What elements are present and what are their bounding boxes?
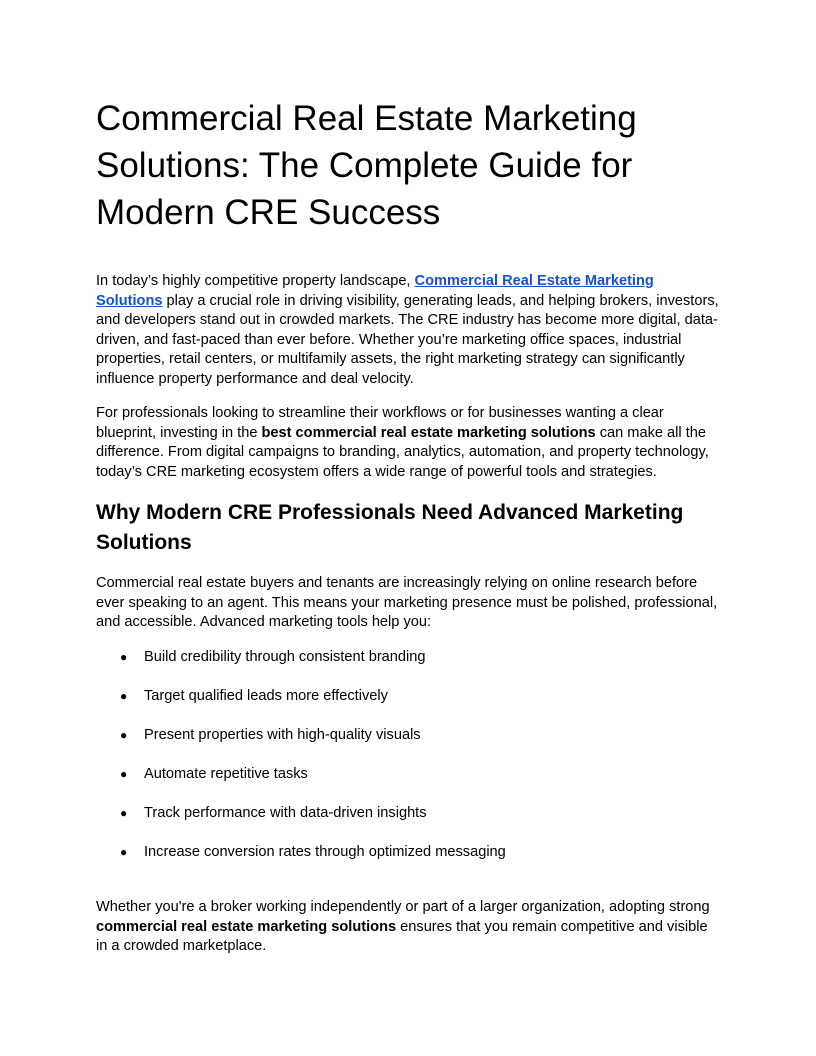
list-item (96, 843, 720, 882)
list-item (96, 687, 720, 726)
list-item (96, 804, 720, 843)
list-item-text: Target qualified leads more effectively (144, 688, 388, 704)
list-item-text: Present properties with high-quality visuals (144, 727, 421, 743)
para2-bold-phrase: best commercial real estate marketing solutions (261, 424, 596, 441)
para3-text: Commercial real estate buyers and tenants are increasingly relying on online research before ever speaking to an agent. This means your marketing presence must be polished, professional, and accessible. Advanced marketing tools help you: (96, 575, 718, 630)
para2-text-before-bold: For professionals looking to streamline their workflows or for businesses wanting a clear blueprint, investing in the (96, 405, 664, 441)
list-item (96, 648, 720, 687)
bullet-icon: ● (120, 650, 128, 664)
list-item (96, 726, 720, 765)
list-item (96, 765, 720, 804)
bullet-icon: ● (120, 845, 128, 859)
para4-text-before-bold: Whether you're a broker working independently or part of a larger organization, adopting strong (96, 899, 710, 915)
paragraph-investing (96, 404, 720, 482)
paragraph-conclusion (96, 898, 720, 957)
para4-text-after-bold: ensures that you remain competitive and visible in a crowded marketplace. (96, 918, 708, 954)
intro-text-after-link: play a crucial role in driving visibility, generating leads, and helping brokers, investors, and developers stand out in crowded markets. The CRE industry has become more digital, data-driven, and fast-paced than ever before. Whether you’re marketing office spaces, industrial properties, retail centers, or multifamily assets, the right marketing strategy can significantly influence property performance and deal velocity. (96, 292, 719, 387)
intro-paragraph (96, 272, 720, 389)
para4-bold-phrase: commercial real estate marketing solutions (96, 918, 397, 935)
list-item-text: Track performance with data-driven insights (144, 805, 427, 821)
commercial-real-estate-marketing-solutions-link[interactable]: Commercial Real Estate Marketing Solutions (96, 273, 654, 309)
page-title: Commercial Real Estate Marketing Solutions: The Complete Guide for Modern CRE Success (96, 99, 637, 232)
list-item-text: Increase conversion rates through optimized messaging (144, 844, 506, 860)
bullet-icon: ● (120, 806, 128, 820)
section-heading: Why Modern CRE Professionals Need Advanced Marketing Solutions (96, 501, 684, 554)
benefits-list (96, 648, 720, 882)
paragraph-buyers-tenants (96, 574, 720, 633)
para2-text-after-bold: can make all the difference. From digital campaigns to branding, analytics, automation, and property technology, today’s CRE marketing ecosystem offers a wide range of powerful tools and strategies. (96, 424, 709, 480)
list-item-text: Automate repetitive tasks (144, 766, 308, 782)
bullet-icon: ● (120, 689, 128, 703)
list-item-text: Build credibility through consistent branding (144, 649, 426, 665)
bullet-icon: ● (120, 728, 128, 742)
intro-text-before-link: In today’s highly competitive property landscape, (96, 273, 415, 289)
bullet-icon: ● (120, 767, 128, 781)
